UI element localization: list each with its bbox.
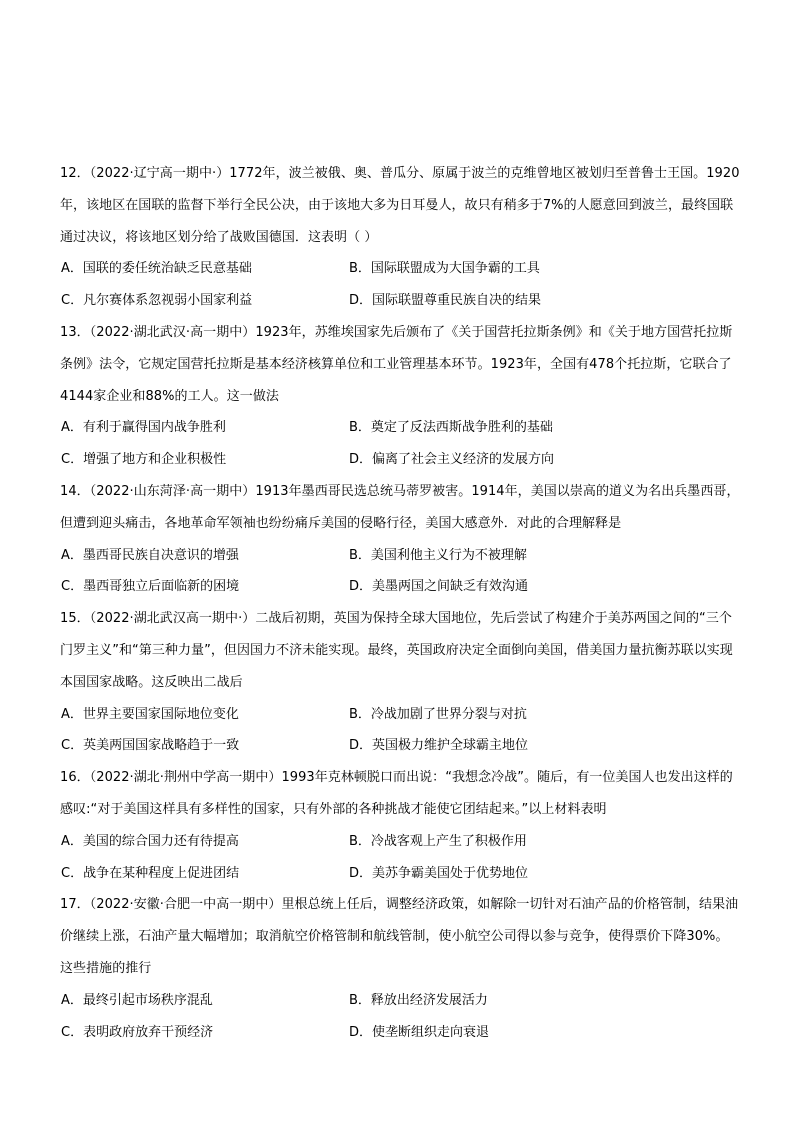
options-row: [60, 699, 740, 731]
option-c: C．英美两国国家战略趋于一致: [61, 738, 240, 754]
options-row: [60, 985, 740, 1017]
option-c: C．墨西哥独立后面临新的困境: [61, 579, 240, 595]
option-a: A．世界主要国家国际地位变化: [61, 706, 239, 722]
option-c: C．凡尔赛体系忽视弱小国家利益: [61, 293, 253, 309]
option-d: D．美苏争霸美国处于优势地位: [349, 865, 529, 881]
question-stem: 14．（2022·山东菏泽·高一期中）1913年墨西哥民选总统马蒂罗被害。1914年，美国以崇高的道义为名出兵墨西哥，但遭到迎头痛击，各地革命军领袖也纷纷痛斥美国的侵略行径，美国大感意外．对此的合理解释是: [60, 483, 740, 531]
question-16: [60, 762, 740, 889]
question-17: [60, 889, 740, 1048]
question-stem: 13．（2022·湖北武汉·高一期中）1923年，苏维埃国家先后颁布了《关于国营托拉斯条例》和《关于地方国营托拉斯条例》法令，它规定国营托拉斯是基本经济核算单位和工业管理基本环节。1923年，全国有478个托拉斯，它联合了4144家企业和88%的工人。这一做法: [60, 324, 733, 404]
option-a: A．国联的委任统治缺乏民意基础: [61, 261, 252, 277]
option-d: D．使垄断组织走向衰退: [349, 1024, 490, 1040]
option-a: A．最终引起市场秩序混乱: [61, 992, 213, 1008]
option-a: A．墨西哥民族自决意识的增强: [61, 547, 239, 563]
options-row: [60, 858, 740, 890]
option-b: B．冷战加剧了世界分裂与对抗: [349, 706, 527, 722]
option-d: D．偏离了社会主义经济的发展方向: [349, 452, 555, 468]
question-15: [60, 603, 740, 762]
options-row: [60, 412, 740, 444]
option-c: C．增强了地方和企业积极性: [61, 452, 227, 468]
option-d: D．美墨两国之间缺乏有效沟通: [349, 579, 529, 595]
question-stem: 16．（2022·湖北·荆州中学高一期中）1993年克林顿脱口而出说：“我想念冷战”。随后，有一位美国人也发出这样的感叹:“对于美国这样具有多样性的国家，只有外部的各种挑战才能使它团结起来。”以上材料表明: [60, 770, 733, 817]
options-row: [60, 253, 740, 285]
question-14: [60, 476, 740, 603]
options-row: [60, 285, 740, 317]
options-row: [60, 826, 740, 858]
question-stem: 15．（2022·湖北武汉高一期中·）二战后初期，英国为保持全球大国地位，先后尝试了构建介于美苏两国之间的“三个门罗主义”和“第三种力量”，但因国力不济未能实现。最终，英国政府决定全面倒向美国，借美国力量抗衡苏联以实现本国国家战略。这反映出二战后: [60, 611, 733, 690]
option-b: B．奠定了反法西斯战争胜利的基础: [349, 420, 553, 436]
option-b: B．释放出经济发展活力: [349, 992, 488, 1008]
options-row: [60, 540, 740, 572]
option-b: B．国际联盟成为大国争霸的工具: [349, 261, 540, 277]
options-row: [60, 444, 740, 476]
options-row: [60, 730, 740, 762]
option-a: A．有利于赢得国内战争胜利: [61, 420, 226, 436]
question-12: [60, 158, 740, 317]
option-d: D．国际联盟尊重民族自决的结果: [349, 293, 542, 309]
option-a: A．美国的综合国力还有待提高: [61, 833, 239, 849]
option-c: C．战争在某种程度上促进团结: [61, 865, 240, 881]
exam-page: [60, 158, 740, 1048]
option-b: B．美国利他主义行为不被理解: [349, 547, 527, 563]
option-d: D．英国极力维护全球霸主地位: [349, 738, 529, 754]
question-13: [60, 317, 740, 476]
options-row: [60, 571, 740, 603]
options-row: [60, 1017, 740, 1049]
question-stem: 12．（2022·辽宁高一期中·）1772年，波兰被俄、奥、普瓜分、原属于波兰的克维曾地区被划归至普鲁士王国。1920年，该地区在国联的监督下举行全民公决，由于该地大多为日耳曼人，故只有稍多于7%的人愿意回到波兰，最终国联通过决议，将该地区划分给了战败国德国．这表明（ ）: [60, 166, 740, 245]
option-c: C．表明政府放弃干预经济: [61, 1024, 214, 1040]
option-b: B．冷战客观上产生了积极作用: [349, 833, 527, 849]
question-stem: 17．（2022·安徽·合肥一中高一期中）里根总统上任后，调整经济政策，如解除一切针对石油产品的价格管制，结果油价继续上涨，石油产量大幅增加；取消航空价格管制和航线管制，使小航空公司得以参与竞争，使得票价下降30%。这些措施的推行: [60, 897, 739, 976]
